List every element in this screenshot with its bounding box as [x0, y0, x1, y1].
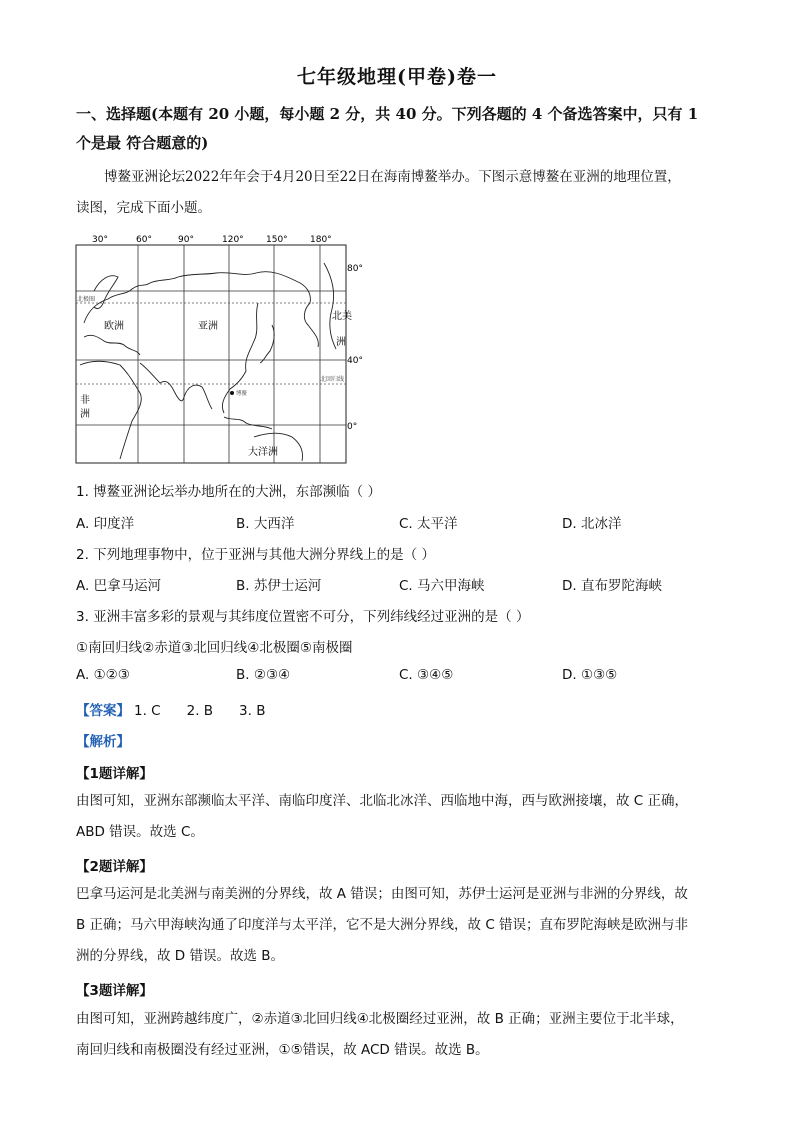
label-asia: 亚洲	[198, 321, 218, 332]
label-north-america-2: 洲	[336, 337, 346, 348]
map-grid	[76, 245, 346, 463]
answer-3: 3. B	[239, 703, 266, 719]
detail-3-line-1: 由图可知，亚洲跨越纬度广，②赤道③北回归线④北极圈经过亚洲，故 B 正确；亚洲主要位于北半球，	[76, 1011, 684, 1027]
map-frame	[76, 245, 346, 463]
question-3-option-d[interactable]: D. ①③⑤	[562, 667, 618, 683]
arctic-label: 北极圈	[77, 296, 96, 303]
lon-label-60: 60°	[136, 235, 152, 245]
lon-label-150: 150°	[266, 235, 288, 245]
lat-label-80: 80°	[347, 264, 363, 274]
answer-1: 1. C	[134, 703, 161, 719]
lon-label-120: 120°	[222, 235, 244, 245]
question-1-stem: 1. 博鳌亚洲论坛举办地所在的大洲，东部濒临（ ）	[76, 484, 381, 500]
intro-line1: 博鳌亚洲论坛2022年年会于4月20日至22日在海南博鳌举办。下图示意博鳌在亚洲的地理位置，	[104, 169, 681, 185]
asia-location-map	[74, 233, 374, 465]
detail-2-line-1: 巴拿马运河是北美洲与南美洲的分界线，故 A 错误；由图可知，苏伊士运河是亚洲与非洲的分界线，故	[76, 886, 688, 902]
detail-3-text	[76, 1004, 720, 1066]
question-3-option-a[interactable]: A. ①②③	[76, 667, 130, 683]
detail-2-head: 【2题详解】	[76, 859, 153, 875]
question-2-option-a[interactable]: A. 巴拿马运河	[76, 578, 162, 594]
section-heading-line1: 一、选择题(本题有 20 小题，每小题 2 分，共 40 分。下列各题的 4 个备选答案中，只有 1	[76, 105, 699, 123]
detail-3-head: 【3题详解】	[76, 983, 153, 999]
answer-label: 【答案】	[76, 703, 130, 719]
analysis-label: 【解析】	[76, 734, 130, 750]
tropic-label: 北回归线	[320, 376, 345, 383]
label-africa-2: 洲	[80, 409, 90, 420]
label-north-america-1: 北美	[332, 311, 352, 322]
intro-line2: 读图，完成下面小题。	[76, 200, 211, 216]
page-title: 七年级地理(甲卷)卷一	[297, 66, 497, 88]
question-2-option-c[interactable]: C. 马六甲海峡	[399, 578, 485, 594]
coastlines	[80, 263, 336, 461]
question-2-option-d[interactable]: D. 直布罗陀海峡	[562, 578, 662, 594]
lat-label-0: 0°	[347, 422, 358, 432]
label-europe: 欧洲	[104, 321, 124, 332]
lon-label-30: 30°	[92, 235, 108, 245]
question-3-stem: 3. 亚洲丰富多彩的景观与其纬度位置密不可分，下列纬线经过亚洲的是（ ）	[76, 609, 530, 625]
boao-label: 博鳌	[236, 391, 248, 397]
answer-2: 2. B	[186, 703, 214, 719]
question-2-stem: 2. 下列地理事物中，位于亚洲与其他大洲分界线上的是（ ）	[76, 547, 435, 563]
detail-1-text	[76, 786, 720, 848]
label-oceania: 大洋洲	[248, 447, 278, 458]
detail-1-line-2: ABD 错误。故选 C。	[76, 824, 204, 840]
detail-2-text	[76, 879, 720, 972]
question-1-option-a[interactable]: A. 印度洋	[76, 516, 135, 532]
section-heading-line2: 个是最 符合题意的)	[76, 134, 209, 152]
lon-label-90: 90°	[178, 235, 194, 245]
question-1-option-c[interactable]: C. 太平洋	[399, 516, 458, 532]
boao-marker	[230, 391, 234, 395]
question-3-option-c[interactable]: C. ③④⑤	[399, 667, 454, 683]
detail-3-line-2: 南回归线和南极圈没有经过亚洲，①⑤错误，故 ACD 错误。故选 B。	[76, 1042, 489, 1058]
map-svg	[74, 233, 374, 465]
question-1-option-d[interactable]: D. 北冰洋	[562, 516, 622, 532]
question-3-sub: ①南回归线②赤道③北回归线④北极圈⑤南极圈	[76, 640, 353, 656]
question-3-option-b[interactable]: B. ②③④	[236, 667, 291, 683]
question-1-option-b[interactable]: B. 大西洋	[236, 516, 295, 532]
label-africa-1: 非	[80, 395, 90, 406]
answer-row	[76, 699, 265, 719]
detail-1-head: 【1题详解】	[76, 766, 153, 782]
detail-2-line-3: 洲的分界线，故 D 错误。故选 B。	[76, 948, 285, 964]
question-2-option-b[interactable]: B. 苏伊士运河	[236, 578, 322, 594]
lon-label-180: 180°	[310, 235, 332, 245]
lat-label-40: 40°	[347, 356, 363, 366]
detail-2-line-2: B 正确；马六甲海峡沟通了印度洋与太平洋，它不是大洲分界线，故 C 错误；直布罗陀海峡是欧洲与非	[76, 917, 689, 933]
detail-1-line-1: 由图可知，亚洲东部濒临太平洋、南临印度洋、北临北冰洋、西临地中海，西与欧洲接壤，故 C 正确，	[76, 793, 689, 809]
